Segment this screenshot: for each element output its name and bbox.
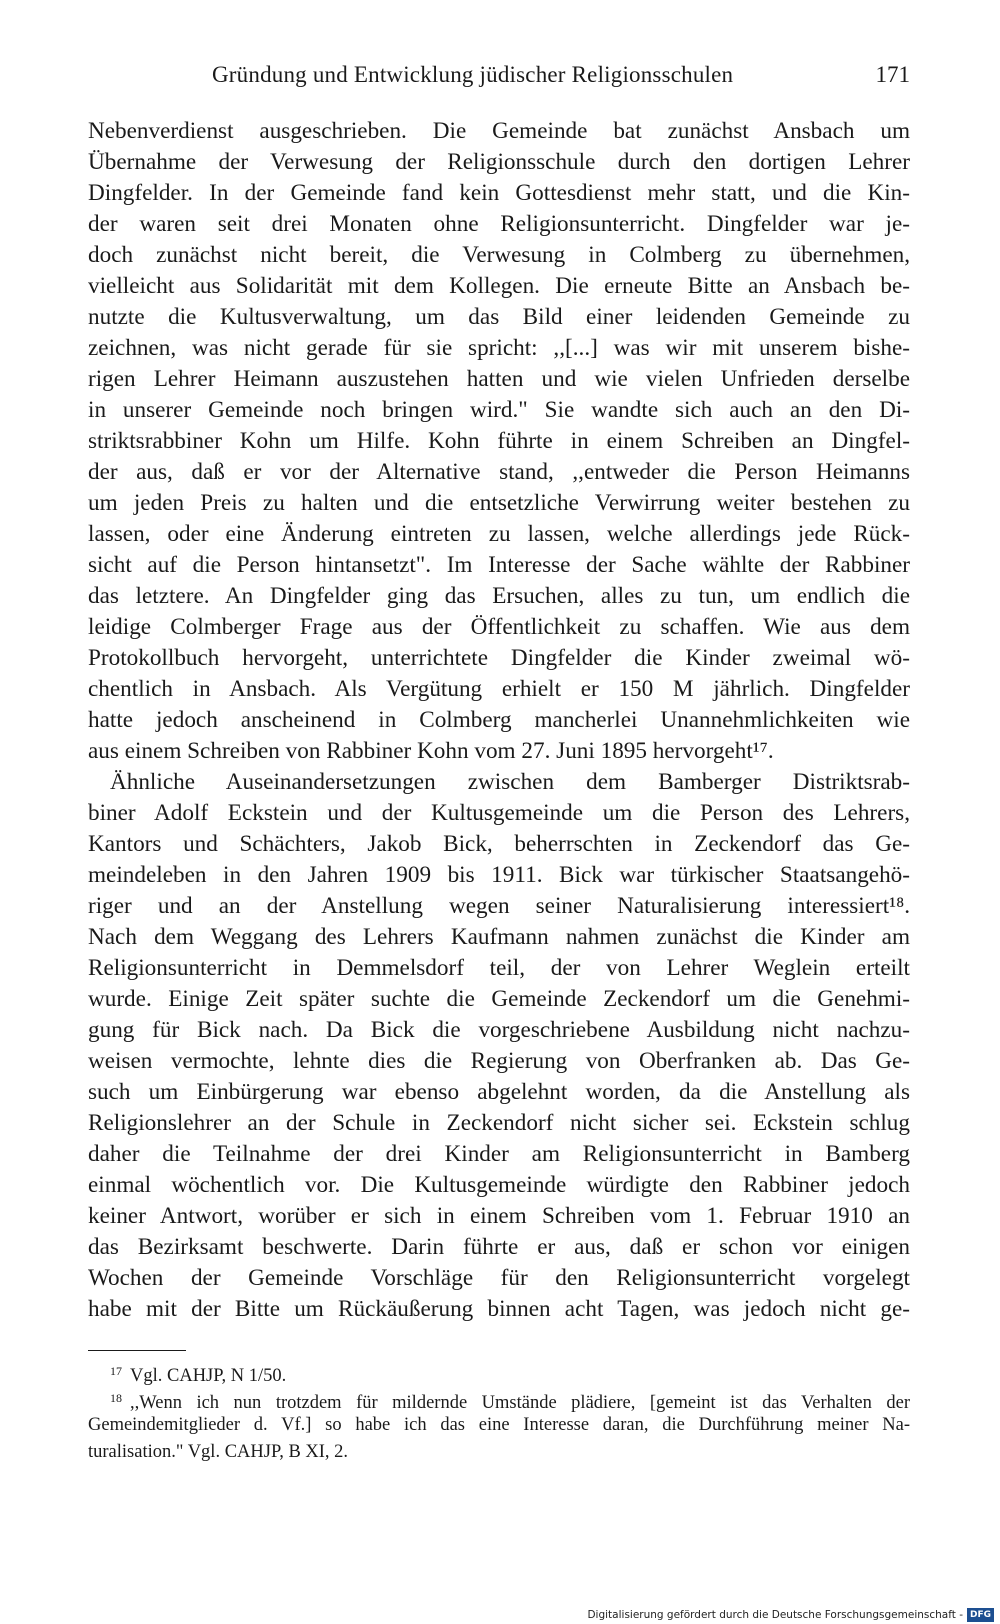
text-line: Protokollbuch hervorgeht, unterrichtete Dingfelder die Kinder zweimal wö- bbox=[88, 645, 910, 671]
footnote-divider bbox=[88, 1350, 186, 1351]
text-line: Wochen der Gemeinde Vorschläge für den Religionsunterricht vorgelegt bbox=[88, 1265, 910, 1291]
dfg-logo: DFG bbox=[967, 1608, 994, 1622]
running-header bbox=[88, 58, 910, 92]
text-line: das Bezirksamt beschwerte. Darin führte er aus, daß er schon vor einigen bbox=[88, 1234, 910, 1260]
text-line: rigen Lehrer Heimann auszustehen hatten und wie vielen Unfrieden derselbe bbox=[88, 366, 910, 392]
text-line: sicht auf die Person hintansetzt". Im Interesse der Sache wählte der Rabbiner bbox=[88, 552, 910, 578]
text-line: vielleicht aus Solidarität mit dem Kollegen. Die erneute Bitte an Ansbach be- bbox=[88, 273, 910, 299]
text-line: leidige Colmberger Frage aus der Öffentlichkeit zu schaffen. Wie aus dem bbox=[88, 614, 910, 640]
text-line: weisen vermochte, lehnte dies die Regierung von Oberfranken ab. Das Ge- bbox=[88, 1048, 910, 1074]
footnote-17 bbox=[88, 1358, 910, 1385]
text-line: wurde. Einige Zeit später suchte die Gemeinde Zeckendorf um die Genehmi- bbox=[88, 986, 910, 1012]
text-line: einmal wöchentlich vor. Die Kultusgemeinde würdigte den Rabbiner jedoch bbox=[88, 1172, 910, 1198]
text-line: der aus, daß er vor der Alternative stand, ,,entweder die Person Heimanns bbox=[88, 459, 910, 485]
footnotes bbox=[88, 1358, 910, 1466]
text-line: nutzte die Kultusverwaltung, um das Bild einer leidenden Gemeinde zu bbox=[88, 304, 910, 330]
footnote-line: turalisation." Vgl. CAHJP, B XI, 2. bbox=[88, 1442, 349, 1462]
text-line: Dingfelder. In der Gemeinde fand kein Gottesdienst mehr statt, und die Kin- bbox=[88, 180, 910, 206]
text-line: meindeleben in den Jahren 1909 bis 1911. Bick war türkischer Staatsangehö- bbox=[88, 862, 910, 888]
text-line: hatte jedoch anscheinend in Colmberg mancherlei Unannehmlichkeiten wie bbox=[88, 707, 910, 733]
footnote-number: 17 bbox=[110, 1364, 122, 1378]
footnote-18 bbox=[88, 1385, 910, 1412]
text-line: daher die Teilnahme der drei Kinder am Religionsunterricht in Bamberg bbox=[88, 1141, 910, 1167]
footnote-number: 18 bbox=[110, 1391, 122, 1405]
text-line: Nebenverdienst ausgeschrieben. Die Gemeinde bat zunächst Ansbach um bbox=[88, 118, 910, 144]
body-text bbox=[88, 116, 910, 1325]
footnote-text: ,,Wenn ich nun trotzdem für mildernde Umstände plädiere, [gemeint ist das Verhalten der bbox=[130, 1393, 910, 1412]
page-number: 171 bbox=[875, 62, 910, 87]
text-line: der waren seit drei Monaten ohne Religionsunterricht. Dingfelder war je- bbox=[88, 211, 910, 237]
text-line: chentlich in Ansbach. Als Vergütung erhielt er 150 M jährlich. Dingfelder bbox=[88, 676, 910, 702]
text-line: zeichnen, was nicht gerade für sie spricht: ,,[...] was wir mit unserem bishe- bbox=[88, 335, 910, 361]
text-line: das letztere. An Dingfelder ging das Ersuchen, alles zu tun, um endlich die bbox=[88, 583, 910, 609]
digitization-credit bbox=[587, 1607, 994, 1623]
text-line: such um Einbürgerung war ebenso abgelehnt worden, da die Anstellung als bbox=[88, 1079, 910, 1105]
running-title: Gründung und Entwicklung jüdischer Religionsschulen bbox=[212, 62, 734, 87]
text-line: um jeden Preis zu halten und die entsetzliche Verwirrung weiter bestehen zu bbox=[88, 490, 910, 516]
text-line: striktsrabbiner Kohn um Hilfe. Kohn führte in einem Schreiben an Dingfel- bbox=[88, 428, 910, 454]
text-line: gung für Bick nach. Da Bick die vorgeschriebene Ausbildung nicht nachzu- bbox=[88, 1017, 910, 1043]
text-line: doch zunächst nicht bereit, die Verwesung in Colmberg zu übernehmen, bbox=[88, 242, 910, 268]
footnote-line: Gemeindemitglieder d. Vf.] so habe ich das eine Interesse daran, die Durchführung meiner Na- bbox=[88, 1415, 910, 1435]
text-line: Übernahme der Verwesung der Religionsschule durch den dortigen Lehrer bbox=[88, 149, 910, 175]
text-line: riger und an der Anstellung wegen seiner Naturalisierung interessiert¹⁸. bbox=[88, 893, 910, 919]
text-line: keiner Antwort, worüber er sich in einem Schreiben vom 1. Februar 1910 an bbox=[88, 1203, 910, 1229]
text-line: Ähnliche Auseinandersetzungen zwischen dem Bamberger Distriktsrab- bbox=[110, 769, 910, 795]
footnote-text: Vgl. CAHJP, N 1/50. bbox=[130, 1366, 287, 1385]
text-line: Religionsunterricht in Demmelsdorf teil, der von Lehrer Weglein erteilt bbox=[88, 955, 910, 981]
text-line: Religionslehrer an der Schule in Zeckendorf nicht sicher sei. Eckstein schlug bbox=[88, 1110, 910, 1136]
text-line: lassen, oder eine Änderung eintreten zu lassen, welche allerdings jede Rück- bbox=[88, 521, 910, 547]
text-line: Nach dem Weggang des Lehrers Kaufmann nahmen zunächst die Kinder am bbox=[88, 924, 910, 950]
text-line: habe mit der Bitte um Rückäußerung binnen acht Tagen, was jedoch nicht ge- bbox=[88, 1296, 910, 1322]
text-line: in unserer Gemeinde noch bringen wird." Sie wandte sich auch an den Di- bbox=[88, 397, 910, 423]
text-line: aus einem Schreiben von Rabbiner Kohn vom 27. Juni 1895 hervorgeht¹⁷. bbox=[88, 738, 774, 764]
text-line: Kantors und Schächters, Jakob Bick, beherrschten in Zeckendorf das Ge- bbox=[88, 831, 910, 857]
text-line: biner Adolf Eckstein und der Kultusgemeinde um die Person des Lehrers, bbox=[88, 800, 910, 826]
credit-text: Digitalisierung gefördert durch die Deutsche Forschungsgemeinschaft - bbox=[587, 1609, 963, 1621]
